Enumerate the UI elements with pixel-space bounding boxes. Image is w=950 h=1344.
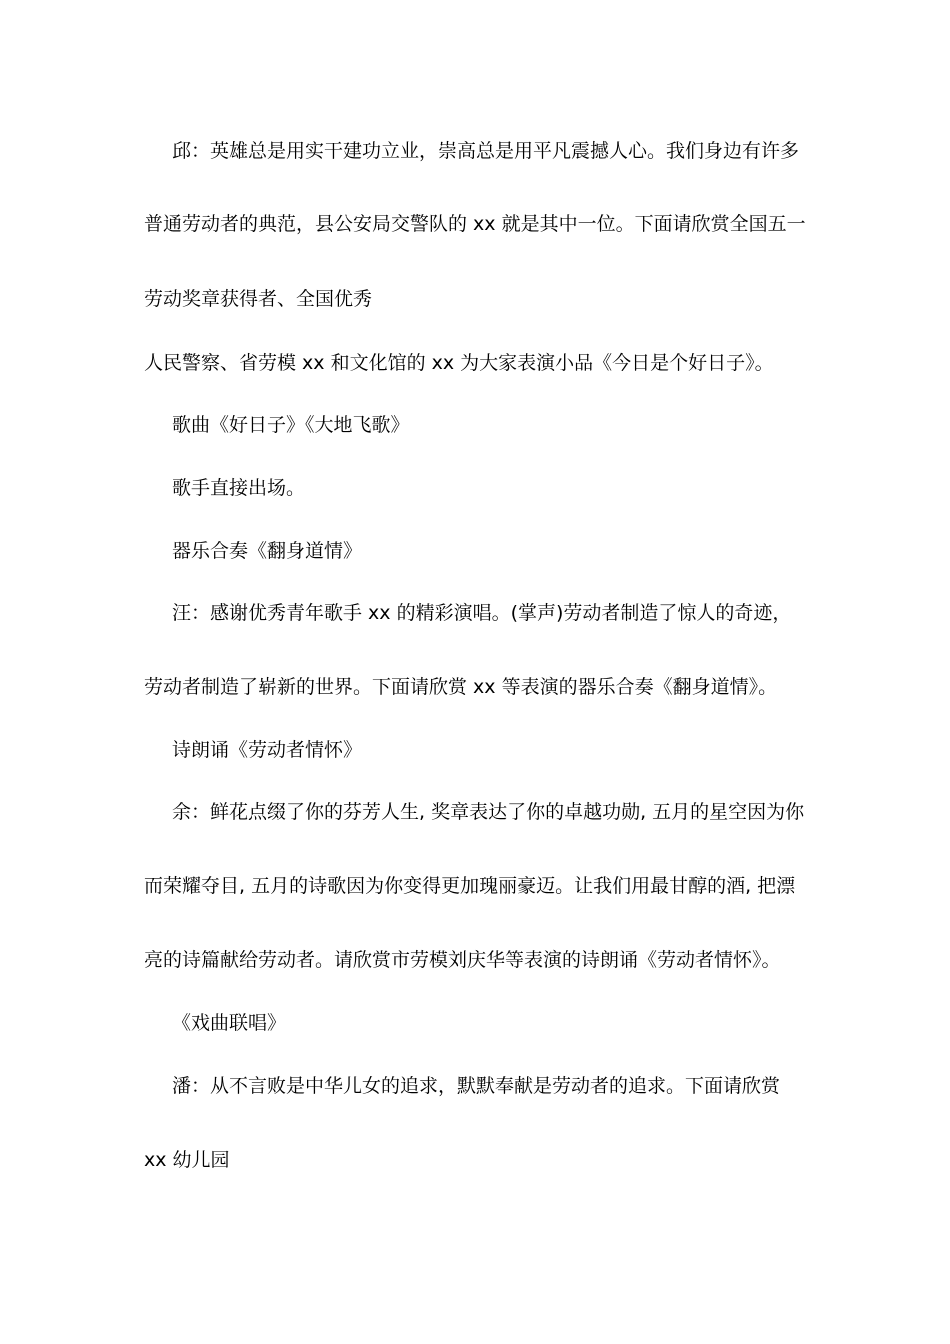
program-item-poem: 诗朗诵《劳动者情怀》 — [172, 739, 363, 761]
paragraph-wang-line-2: 劳动者制造了崭新的世界。下面请欣赏 xx 等表演的器乐合奏《翻身道情》。 — [144, 676, 778, 698]
paragraph-qiu-line-1: 邱：英雄总是用实干建功立业，崇高总是用平凡震撼人心。我们身边有许多 — [172, 140, 800, 162]
paragraph-qiu-line-3: 劳动奖章获得者、全国优秀 — [144, 288, 373, 310]
paragraph-yu-line-3: 亮的诗篇献给劳动者。请欣赏市劳模刘庆华等表演的诗朗诵《劳动者情怀》。 — [144, 949, 781, 971]
paragraph-qiu-line-2: 普通劳动者的典范，县公安局交警队的 xx 就是其中一位。下面请欣赏全国五一 — [144, 213, 806, 235]
paragraph-yu-line-1: 余：鲜花点缀了你的芬芳人生, 奖章表达了你的卓越功勋, 五月的星空因为你 — [172, 801, 805, 823]
paragraph-yu-line-2: 而荣耀夺目, 五月的诗歌因为你变得更加瑰丽豪迈。让我们用最甘醇的酒, 把漂 — [144, 875, 796, 897]
paragraph-pan-line-1: 潘：从不言败是中华儿女的追求，默默奉献是劳动者的追求。下面请欣赏 — [172, 1075, 781, 1097]
paragraph-pan-line-2: xx 幼儿园 — [144, 1149, 230, 1171]
program-item-instrumental: 器乐合奏《翻身道情》 — [172, 540, 363, 562]
paragraph-qiu-line-4: 人民警察、省劳模 xx 和文化馆的 xx 为大家表演小品《今日是个好日子》。 — [144, 352, 774, 374]
stage-direction: 歌手直接出场。 — [172, 477, 306, 499]
program-item-opera: 《戏曲联唱》 — [172, 1012, 287, 1034]
paragraph-wang-line-1: 汪：感谢优秀青年歌手 xx 的精彩演唱。(掌声)劳动者制造了惊人的奇迹， — [172, 602, 792, 624]
program-item-songs: 歌曲《好日子》《大地飞歌》 — [172, 414, 410, 436]
